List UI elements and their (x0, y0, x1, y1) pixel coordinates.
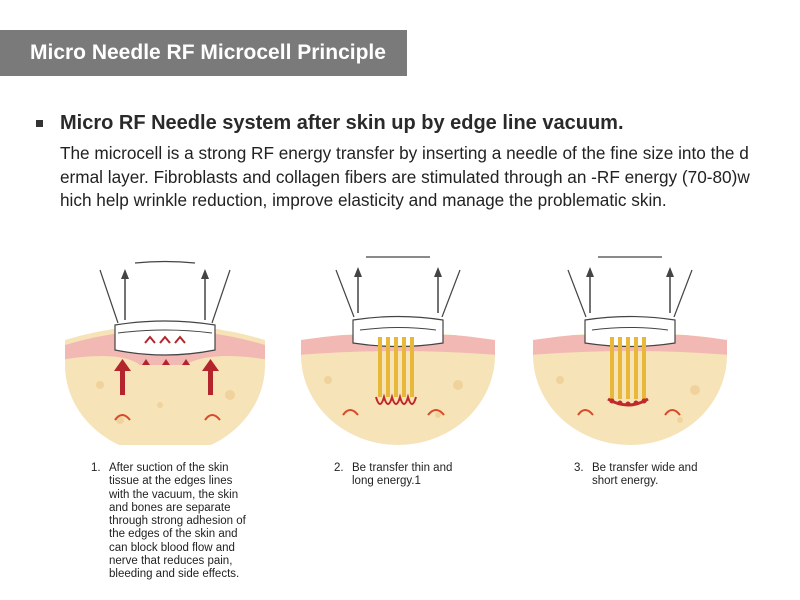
page-title: Micro Needle RF Microcell Principle (30, 41, 386, 64)
caption-line: can block blood flow and (109, 541, 235, 554)
caption-line: Be transfer wide and (592, 462, 698, 474)
caption-line: the edges of the skin and (109, 528, 238, 541)
caption-line: After suction of the skin (109, 462, 229, 474)
figure-3-illustration (530, 255, 730, 445)
caption-number: 3. (574, 462, 584, 474)
bullet-icon (36, 120, 43, 127)
caption-number: 2. (334, 462, 344, 474)
section-body: The microcell is a strong RF energy transfer by inserting a needle of the fine size into the dermal layer. Fibroblasts and collagen fibers are stimulated through an -RF energy (70-80)which help wrinkle reduction, improve elasticity and manage the problematic skin. (60, 143, 750, 210)
caption-line: nerve that reduces pain, (109, 555, 233, 568)
caption-line: short energy. (592, 475, 659, 488)
title-banner (0, 30, 407, 76)
figure-2-illustration (298, 255, 498, 445)
caption-line: long energy.1 (352, 475, 421, 488)
caption-number: 1. (91, 462, 101, 474)
caption-line: bleeding and side effects. (109, 568, 240, 581)
caption-line: Be transfer thin and (352, 462, 453, 474)
caption-line: with the vacuum, the skin (109, 488, 239, 501)
caption-line: and bones are separate (109, 501, 231, 514)
figure-1-illustration (60, 255, 270, 445)
section-heading: Micro RF Needle system after skin up by edge line vacuum. (60, 112, 624, 134)
caption-line: tissue at the edges lines (109, 475, 233, 488)
caption-line: through strong adhesion of (109, 515, 246, 528)
